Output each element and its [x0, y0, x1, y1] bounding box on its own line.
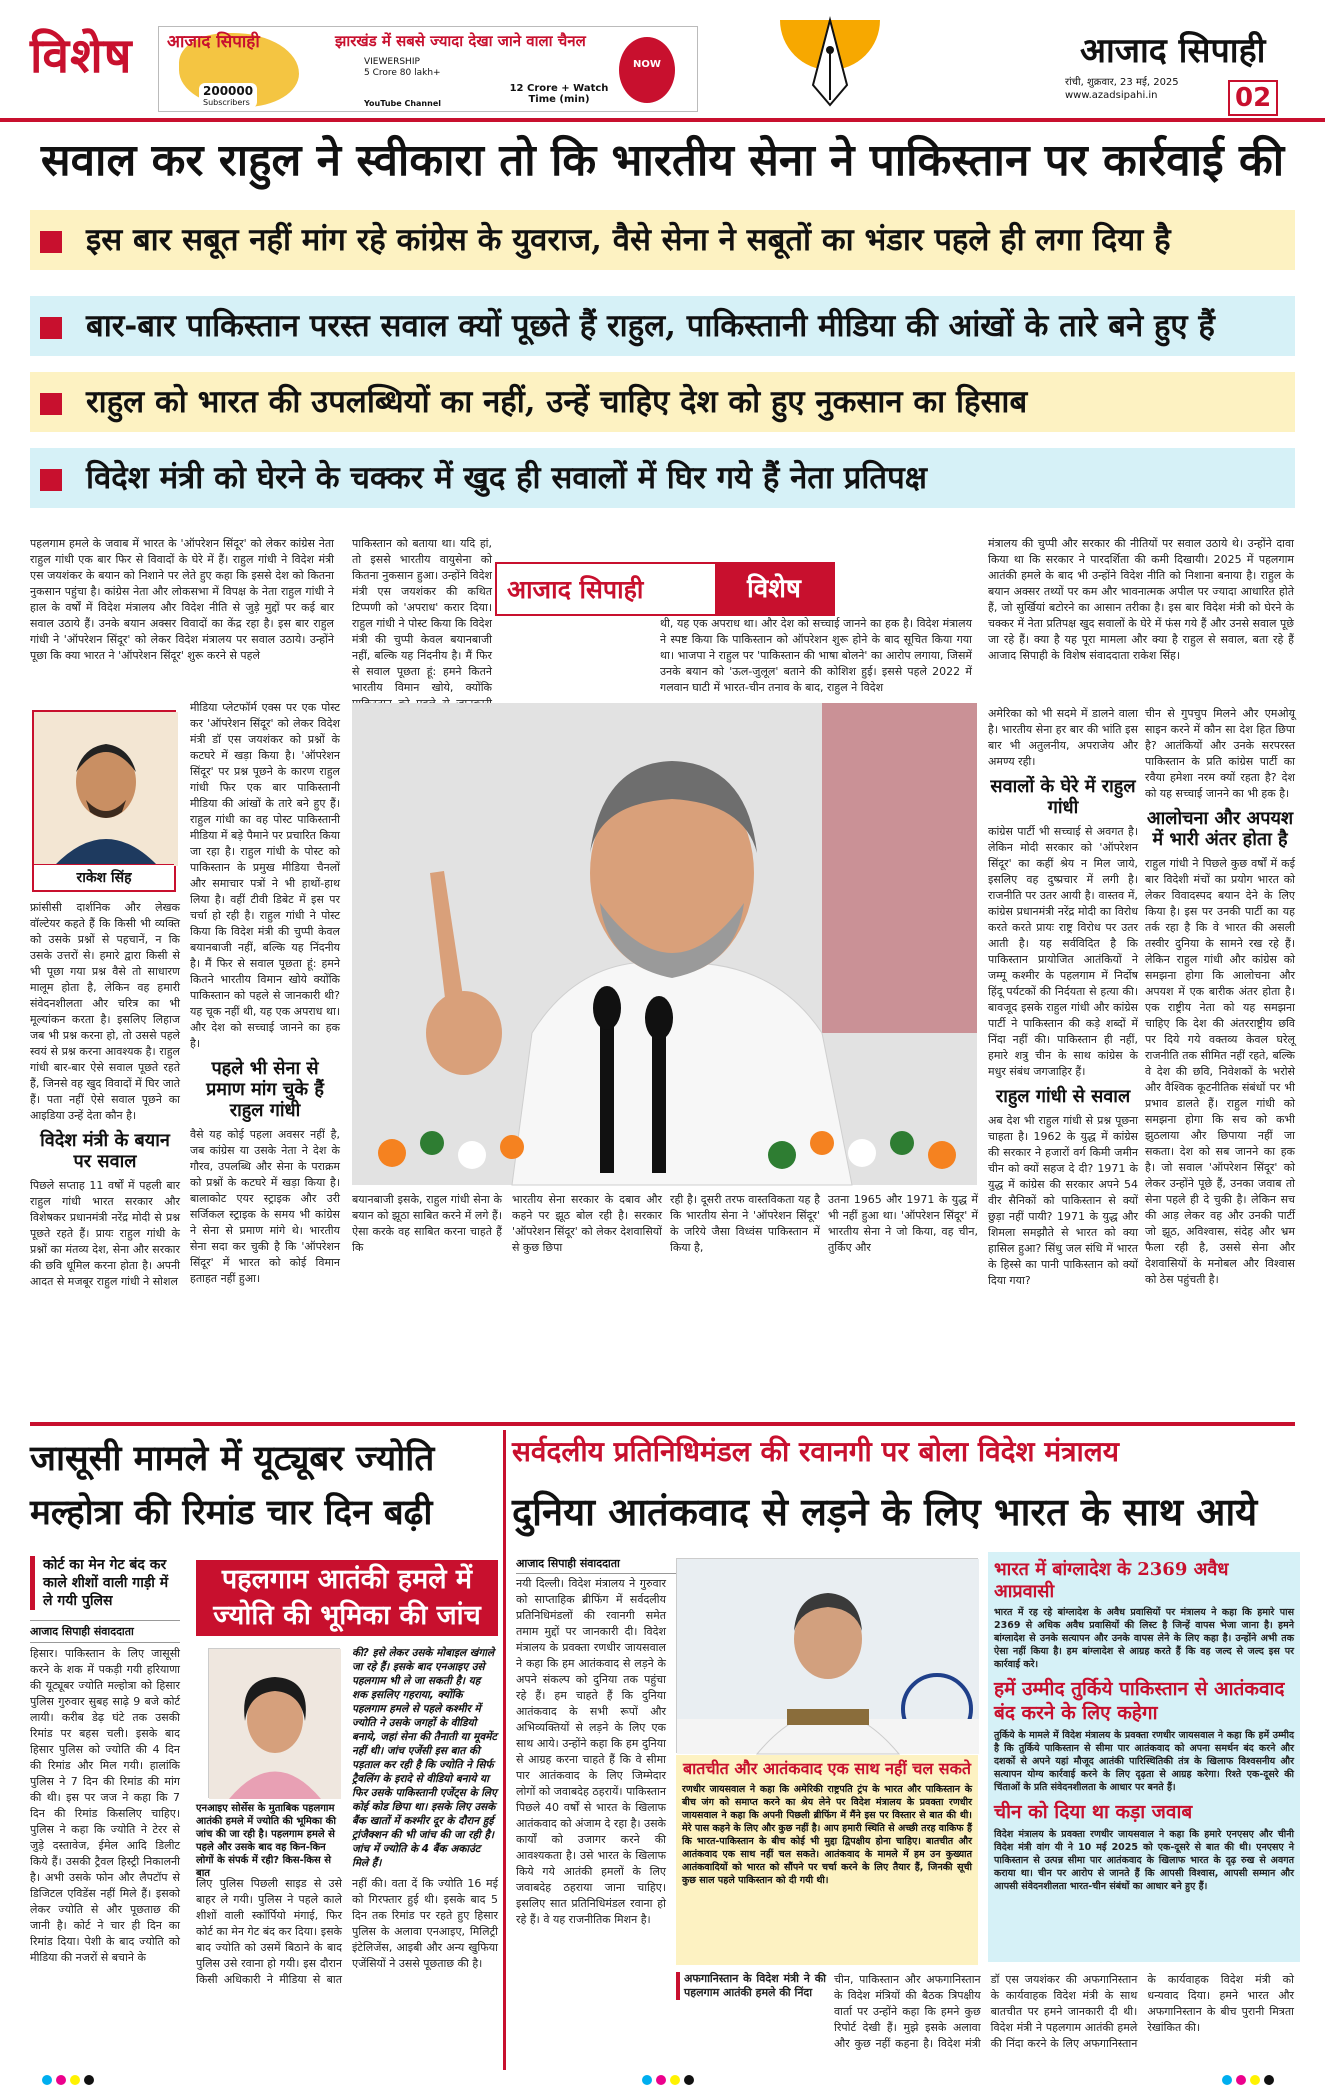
ad-youtube-channel: YouTube Channel [364, 99, 441, 108]
bullet-square-icon [40, 317, 62, 339]
paragraph: राहुल गांधी ने पिछले कुछ वर्षों में कई बार विदेशी मंचों का प्रयोग भारत को लेकर विवादस्पद बयान देने के लिए किया है। इस पर उनकी पार्टी का यह तर्क रहा है कि वे भारत की असली तस्वीर दुनिया के सामने रख रहे हैं। लेकिन राहुल गांधी और कांग्रेस को समझना होगा कि आलोचना और अपयश में एक बारीक अंतर होता है। एक राष्ट्रीय नेता को यह समझना चाहिए कि देश की अंतरराष्ट्रीय छवि पर दिये गये वक्तव्य केवल घरेलू राजनीति तक सीमित नहीं रहते, बल्कि वे देश की छवि, निवेशकों के भरोसे और वैश्विक कूटनीतिक संबंधों पर भी प्रभाव डालते हैं। राहुल गांधी को समझना होगा कि सच को कभी झुठलाया और छिपाया नहीं जा सकता। देश को सब जानने का हक है। जो सवाल 'ऑपरेशन सिंदूर' को लेकर उन्होंने पूछे हैं, उनका जवाब तो सेना पहले ही दे चुकी है। लेकिन सच की आड़ लेकर वह और उनकी पार्टी जो झूठ, अविश्वास, संदेह और भ्रम फैला रही है, उससे सेना और देशवासियों के मनोबल और विश्वास को ठेस पहुंचती है। [1145, 857, 1295, 1286]
box-body: रणधीर जायसवाल ने कहा कि अमेरिकी राष्ट्रपति ट्रंप के भारत और पाकिस्तान के बीच जंग को समाप्त करने का श्रेय लेने पर विदेश मंत्रालय के प्रवक्ता रणधीर जायसवाल ने कहा कि अपनी पिछली ब्रीफिंग में मैंने इस पर विस्तार से बात की थी। मेरे पास कहने के लिए और कुछ नहीं है। आप हमारी स्थिति से अच्छी तरह वाकिफ हैं कि भारत-पाकिस्तान के बीच कोई भी मुद्दा द्विपक्षीय होना चाहिए। बातचीत और आतंकवाद एक साथ नहीं चल सकते। आतंकवाद के मामले में हम उन कुख्यात आतंकवादियों को भारत को सौंपने पर चर्चा करने के लिए तैयार हैं, जिनकी सूची कुछ साल पहले पाकिस्तान को दी गयी थी। [682, 1784, 972, 1886]
print-registration-marks [0, 2066, 1325, 2087]
ad-logo-text: NOW [633, 59, 661, 70]
box-title: बातचीत और आतंकवाद एक साथ नहीं चल सकते [682, 1759, 972, 1778]
masthead [0, 0, 1325, 122]
headline-line: जासूसी मामले में यूट्यूबर ज्योति [30, 1438, 435, 1479]
deck-text: विदेश मंत्री को घेरने के चक्कर में खुद ही सवालों में घिर गये हैं नेता प्रतिपक्ष [86, 460, 927, 496]
lead-headline[interactable]: सवाल कर राहुल ने स्वीकारा तो कि भारतीय सेना ने पाकिस्तान पर कार्रवाई की [40, 135, 1285, 186]
pen-nib-logo-icon [765, 10, 895, 115]
paragraph: मीडिया प्लेटफॉर्म एक्स पर एक पोस्ट कर 'ऑपरेशन सिंदूर' को लेकर विदेश मंत्री डॉ एस जयशंकर को प्रश्नों के कटघरे में खड़ा किया है। 'ऑपरेशन सिंदूर' पर प्रश्न पूछने के कारण राहुल गांधी फिर एक बार पाकिस्तानी मीडिया की आंखों के तारे बने हुए हैं। राहुल गांधी का वह पोस्ट पाकिस्तानी मीडिया में बड़े पैमाने पर प्रचारित किया जा रहा है। राहुल गांधी के पोस्ट को पाकिस्तान के प्रमुख मीडिया चैनलों और समाचार पत्रों ने भी हाथों-हाथ लिया है। वहीं टीवी डिबेट में इस पर चर्चा हो रही है। राहुल गांधी ने पोस्ट किया कि विदेश मंत्री की चुप्पी केवल बयानबाजी नहीं, बल्कि यह निंदनीय है। मैं फिर से सवाल पूछता हूं: हमने कितने भारतीय विमान खोये क्योंकि पाकिस्तान को पहले से जानकारी थी? यह चूक नहीं थी, यह एक अपराध था। और देश को सच्चाई जानने का हक है। [190, 701, 340, 1050]
channel-logo-icon [619, 37, 675, 103]
date-text: रांची, शुक्रवार, 23 मई, 2025 [1065, 77, 1179, 88]
box-body: भारत में रह रहे बांग्लादेश के अवैध प्रवासियों पर मंत्रालय ने कहा कि हमारे पास 2369 से अधिक अवैध प्रवासियों की लिस्ट है जिन्हें वापस भेजा जाना है। हमने बांग्लादेश से उनके सत्यापन और उनके वापस लेने के लिए कहा है। उन्होंने अभी तक ऐसा नहीं किया है। हम बांग्लादेश से आग्रह करते हैं कि वह जल्द से जल्द इस पर कार्रवाई करे। [994, 1607, 1294, 1670]
jyoti-photo [208, 1648, 340, 1798]
deck-text: बार-बार पाकिस्तान परस्त सवाल क्यों पूछते हैं राहुल, पाकिस्तानी मीडिया की आंखों के तारे बने हुए हैं [86, 308, 1215, 344]
bullet-square-icon [40, 231, 62, 253]
photo-strip-column: भारतीय सेना सरकार के दबाव और कहने पर झूठ बोल रही है। सरकार 'ऑपरेशन सिंदूर' को लेकर देशवासियों से कुछ छिपा [512, 1193, 662, 1254]
bullet-square-icon [40, 393, 62, 415]
paragraph: वैसे यह कोई पहला अवसर नहीं है, जब कांग्रेस या उसके नेता ने देश के गौरव, उपलब्धि और सेना के पराक्रम को प्रश्नों के कटघरे में खड़ा किया है। बालाकोट एयर स्ट्राइक और उरी सर्जिकल स्ट्राइक के समय भी कांग्रेस ने सेना से प्रमाण मांगे थे। भारतीय सेना सदा कर चुकी है कि 'ऑपरेशन सिंदूर' में भारत को कोई विमान हताहत नहीं हुआ। [190, 1128, 340, 1285]
box-title: चीन को दिया था कड़ा जवाब [994, 1801, 1193, 1823]
afghan-title: अफगानिस्तान के विदेश मंत्री ने की पहलगाम आतंकी हमले की निंदा [676, 1972, 826, 2000]
spy-byline: आजाद सिपाही संवाददाता [30, 1620, 180, 1643]
deck-text: इस बार सबूत नहीं मांग रहे कांग्रेस के युवराज, वैसे सेना ने सबूतों का भंडार पहले ही लगा दिया है [86, 222, 1171, 258]
woman-portrait-icon [209, 1649, 341, 1799]
ad-viewership-label: VIEWERSHIP [364, 57, 420, 67]
intro-column-cont [352, 620, 657, 700]
box-body: विदेश मंत्रालय के प्रवक्ता रणधीर जायसवाल ने कहा कि हमारे एनएसए और चीनी विदेश मंत्री वांग यी ने 10 मई 2025 को एक-दूसरे से बात की थी। एनएसए ने पाकिस्तान से उत्पन्न सीमा पार आतंकवाद के खिलाफ भारत के दृढ़ रुख से अवगत कराया था। चीन पर आरोप से जानते हैं कि आपसी विश्वास, आपसी सम्मान और आपसी संवेदनशीलता भारत-चीन संबंधों का आधार बने हुए हैं। [994, 1829, 1294, 1892]
paragraph: अब देश भी राहुल गांधी से प्रश्न पूछना चाहता है। 1962 के युद्ध में कांग्रेस की सरकार ने हजारों वर्ग किमी जमीन चीन को क्यों सहज दे दी? 1971 के युद्ध में कांग्रेस की सरकार अपने 54 वीर सैनिकों को पाकिस्तान से क्यों छुड़ा नहीं पायी? 1971 के युद्ध और शिमला समझौते से भारत को क्या हासिल हुआ? सिंधु जल संधि में भारत के हिस्से का पानी पाकिस्तान को क्यों दिया गया? [988, 1114, 1138, 1287]
spy-headline[interactable] [30, 1432, 495, 1540]
spy-deck: कोर्ट का मेन गेट बंद कर काले शीशों वाली गाड़ी में ले गयी पुलिस [30, 1556, 180, 1610]
column-divider [503, 1430, 506, 2070]
bangladesh-turkey-china-box [988, 1552, 1300, 1962]
badge-brand: आजाद सिपाही [507, 575, 644, 604]
speaker-photo-illustration [352, 703, 977, 1185]
color-dots-left [40, 2070, 96, 2089]
intro-column: पहलगाम हमले के जवाब में भारत के 'ऑपरेशन सिंदूर' को लेकर कांग्रेस नेता राहुल गांधी एक बार फिर से विवादों के घेरे में हैं। राहुल गांधी ने विदेश मंत्री एस जयशंकर के बयान को निशाने पर लेते हुए कहा कि इससे देश को कितना नुकसान पहुंचा है। कांग्रेस नेता और लोकसभा में विपक्ष के नेता राहुल गांधी ने हाल के वर्षों में विदेश मंत्रालय और विदेश नीति से जुड़े मुद्दों पर कई बार सवाल उठाये हैं। उनके बयान अक्सर विवादों का केंद्र रहा है। इस बार राहुल गांधी ने 'ऑपरेशन सिंदूर' को लेकर विदेश मंत्रालय पर सवाल उठाये। उन्होंने पूछा कि क्या भारत ने 'ऑपरेशन सिंदूर' शुरू करने से पहले [30, 537, 334, 662]
spy-body-cont: लिए पुलिस पिछली साइड से उसे बाहर ले गयी। पुलिस ने पहले काले शीशों वाली स्कॉर्पियो मंगाई, फिर कोर्ट का मेन गेट बंद कर दिया। इसके बाद ज्योति को उसमें बिठाने के बाद पुलिस उसे रवाना हो गयी। इस दौरान किसी अधिकारी ने मीडिया से बात नहीं की। वता दें कि ज्योति 16 मई को गिरफ्तार हुई थी। इसके बाद 5 दिन तक रिमांड पर रहते हुए हिसार पुलिस के अलावा एनआइए, मिलिट्री इंटेलिजेंस, आइबी और अन्य खुफिया एजेंसियों ने उससे पूछताछ की है। [196, 1877, 498, 1986]
ad-subscribers-label: Subscribers [203, 98, 250, 107]
author-portrait-icon [34, 712, 178, 866]
photo-strip-column: बयानबाजी इसके, राहुल गांधी सेना के बयान को झूठा साबित करने में लगे हैं। ऐसा करके वह साबित करना चाहते हैं कि [352, 1193, 502, 1254]
color-dots-center [640, 2070, 696, 2089]
delegation-body: नयी दिल्ली। विदेश मंत्रालय ने गुरुवार को साप्ताहिक ब्रीफिंग में सर्वदलीय प्रतिनिधिमंडलों की रवानगी समेत तमाम मुद्दों पर जानकारी दी। विदेश मंत्रालय के प्रवक्ता रणधीर जायसवाल ने कहा कि हम आतंकवाद से लड़ने के अपने संकल्प को दुनिया तक पहुंचा रहे हैं। हम चाहते हैं कि दुनिया आतंकवाद के सभी रूपों और अभिव्यक्तियों से लड़ने के लिए एक साथ आये। उन्होंने कहा कि हम दुनिया से आग्रह करना चाहते हैं कि वे सीमा पार आतंकवाद के लिए जिम्मेदार लोगों को जवाबदेह ठहरायें। पाकिस्तान पिछले 40 वर्षों से भारत के खिलाफ आतंकवाद को अंजाम दे रहा है। उसके कार्यों को उजागर करने की आवश्यकता है। उसे भारत के खिलाफ किये गये आतंकी हमलों के लिए जवाबदेह ठहराया जाना चाहिए। इसलिए सात प्रतिनिधिमंडल रवाना हो रहे हैं। वे यह राजनीतिक मिशन है। [516, 1577, 666, 1926]
subheading: विदेश मंत्री के बयान पर सवाल [40, 1130, 170, 1172]
spy-body: हिसार। पाकिस्तान के लिए जासूसी करने के शक में पकड़ी गयी हरियाणा की यूट्यूबर ज्योति मल्होत्रा को हिसार पुलिस गुरुवार सुबह साढ़े 9 बजे कोर्ट लायी। करीब डेढ़ घंटे तक उसकी रिमांड पर बहस चली। इसके बाद हिसार पुलिस को ज्योति की 4 दिन की रिमांड और मिल गयी। हालांकि पुलिस ने 7 दिन की रिमांड की मांग की थी। इस पर जज ने कहा कि 7 दिन की रिमांड किसलिए चाहिए। पुलिस ने कहा कि ज्योति ने टेरर से जुड़े दस्तावेज, ईमेल आदि डिलीट किये हैं। उसकी ट्रैवल हिस्ट्री निकालनी है। अभी उसके फोन और लैपटॉप से डिजिटल एविडेंस नहीं मिले हैं। इसको लेकर ज्योति से और पूछताछ की जानी है। कोर्ट ने चार ही दिन का रिमांड दिया। पेशी के बाद ज्योति को मीडिया की नजरों से बचाने के [30, 1647, 180, 1964]
spokesperson-portrait-icon [677, 1559, 979, 1754]
delegation-headline[interactable]: दुनिया आतंकवाद से लड़ने के लिए भारत के साथ आये [512, 1489, 1258, 1534]
section-label: विशेष [30, 28, 133, 84]
rahul-gandhi-photo [352, 703, 977, 1185]
body-column-left [30, 900, 180, 1415]
paragraph: चीन से गुपचुप मिलने और एमओयू साइन करने में कौन सा देश हित छिपा है? आतंकियों और उनके सरपरस्त पाकिस्तान के प्रति कांग्रेस पार्टी का रवैया हमेशा नरम क्यों रहता है? देश को यह सच्चाई जानने का भी हक है। [1145, 707, 1295, 800]
badge-label: विशेष [715, 564, 833, 614]
box-title: भारत में बांग्लादेश के 2369 अवैध आप्रवासी [994, 1559, 1229, 1602]
color-dots-right [1220, 2070, 1276, 2089]
afghan-section [676, 1972, 826, 2064]
subheading: राहुल गांधी से सवाल [995, 1086, 1131, 1107]
delegation-kicker: सर्वदलीय प्रतिनिधिमंडल की रवानगी पर बोला विदेश मंत्रालय [512, 1435, 1120, 1468]
paragraph: अमेरिका को भी सदमे में डालने वाला है। भारतीय सेना हर बार की भांति इस बार भी अतुलनीय, अपराजेय और अमण्य रही। [988, 707, 1138, 768]
ad-tagline: झारखंड में सबसे ज्यादा देखा जाने वाला चैनल [335, 32, 586, 50]
photo-strip-column: उतना 1965 और 1971 के युद्ध में भी नहीं हुआ था। 'ऑपरेशन सिंदूर' में भारतीय सेना ने जो किया, वह चीन, तुर्किए और [828, 1193, 978, 1254]
body-column-far-right [1145, 706, 1295, 1416]
jyoti-photo-caption: एनआइए सोर्सेस के मुताबिक पहलगाम आतंकी हमले में ज्योति की भूमिका की जांच की जा रही है। पहलगाम हमले से पहले और उसके बाद वह किन-किन लोगों के संपर्क में रही? किस-किस से बात [196, 1803, 336, 1879]
spokesperson-photo [676, 1558, 978, 1753]
dateline [1065, 76, 1179, 102]
ad-subscribers [199, 83, 257, 108]
deck-line [30, 448, 1295, 508]
box-title: हमें उम्मीद तुर्किये पाकिस्तान से आतंकवाद बंद करने के लिए कहेगा [994, 1678, 1285, 1724]
subheading: पहले भी सेना से प्रमाण मांग चुके हैं राहुल गांधी [206, 1058, 324, 1121]
author-photo [32, 710, 176, 892]
paper-name: आजाद सिपाही [1080, 31, 1266, 71]
bullet-square-icon [40, 469, 62, 491]
deck-line [30, 296, 1295, 356]
deck-text: राहुल को भारत की उपलब्धियों का नहीं, उन्हें चाहिए देश को हुए नुकसान का हिसाब [86, 384, 1028, 420]
subheading: आलोचना और अपयश में भारी अंतर होता है [1146, 808, 1294, 850]
page-number: 02 [1228, 80, 1278, 116]
subheading: सवालों के घेरे में राहुल गांधी [990, 776, 1136, 818]
ad-viewership-value: 5 Crore 80 lakh+ [364, 68, 441, 78]
jyoti-investigation-text: की? इसे लेकर उसके मोबाइल खंगाले जा रहे हैं। इसके बाद एनआइए उसे पहलगाम भी ले जा सकती है। यह शक इसलिए गहराया, क्योंकि पहलगाम हमले से पहले कश्मीर में ज्योति ने उसके जगहों के वीडियो बनाये, जहां सेना की तैनाती या मूवमेंट नहीं थी। जांच एजेंसी इस बात की पड़ताल कर रही है कि ज्योति ने सिर्फ ट्रैवलिंग के इरादे से वीडियो बनाये या फिर उसके पाकिस्तानी एजेंट्स के लिए कोई कोड छिपा था। इसके लिए उसके बैंक खातों में कश्मीर दूर के दौरान हुई ट्रांजैक्शन की भी जांच की जा रही है। जांच में ज्योति के 4 बैंक अकाउंट मिले हैं। [352, 1647, 497, 1869]
ad-subscribers-count: 200000 [203, 84, 254, 98]
headline-line: मल्होत्रा की रिमांड चार दिन बढ़ी [30, 1492, 433, 1533]
body-column-right [988, 706, 1138, 1416]
intro-column: थी, यह एक अपराध था। और देश को सच्चाई जानने का हक है। विदेश मंत्रालय ने स्पष्ट किया कि पाकिस्तान को ऑपरेशन शुरू होने के बाद सूचित किया गया था। भाजपा ने राहुल पर 'पाकिस्तान की भाषा बोलने' का आरोप लगाया, जिसमें उनके बयान को 'ऊल-जुलूल' बताने की कोशिश हुई। इससे पहले 2022 में गलवान घाटी में भारत-चीन तनाव के बाद, राहुल ने विदेश [660, 617, 972, 694]
delegation-byline: आजाद सिपाही संवाददाता [516, 1556, 676, 1574]
body-column-mid [190, 700, 340, 1415]
paragraph: पिछले सप्ताह 11 वर्षों में पहली बार राहुल गांधी भारत सरकार और विशेषकर प्रधानमंत्री नरेंद्र मोदी से प्रश्न पूछते रहते हैं। प्रायः राहुल गांधी के प्रश्नों का मंतव्य देश, सेना और सरकार की छवि धूमिल करना होता है। अपनी आदत से मजबूर राहुल गांधी ने सोशल [30, 1179, 180, 1288]
deck-line [30, 372, 1295, 432]
special-badge [495, 562, 835, 616]
channel-advertisement[interactable] [158, 26, 698, 112]
author-name: राकेश सिंह [34, 864, 174, 890]
pahalgam-box-title: पहलगाम आतंकी हमले में ज्योति की भूमिका की जांच [196, 1560, 498, 1636]
website-link[interactable]: www.azadsipahi.in [1065, 90, 1158, 101]
afghan-body: चीन, पाकिस्तान और अफगानिस्तान के विदेश मंत्रियों की बैठक त्रिपक्षीय वार्ता पर उन्होंने कहा कि हमने कुछ रिपोर्ट देखी हैं। मुझे इसके अलावा और कुछ नहीं कहना है। विदेश मंत्री डॉ एस जयशंकर की अफगानिस्तान के कार्यवाहक विदेश मंत्री के साथ बातचीत पर हमने जानकारी दी थी। विदेश मंत्री ने पहलगाम आतंकी हमले की निंदा करने के लिए अफगानिस्तान के कार्यवाहक विदेश मंत्री को धन्यवाद दिया। हमने भारत और अफगानिस्तान के बीच पुरानी मित्रता रेखांकित की। [834, 1973, 1294, 2050]
ad-brand: आजाद सिपाही [167, 32, 260, 52]
box-body: तुर्किये के मामले में विदेश मंत्रालय के प्रवक्ता रणधीर जायसवाल ने कहा कि हमें उम्मीद है कि तुर्किये पाकिस्तान से सीमा पार आतंकवाद को अपना समर्थन बंद करने और दशकों से अपने यहां मौजूद आतंकी पारिस्थितिकी तंत्र के खिलाफ विश्वसनीय और सत्यापन योग्य कार्रवाई करने के लिए दृढ़ता से आग्रह करेगा। रिश्ते एक-दूसरे की चिंताओं के प्रति संवेदनशीलता के आधार पर बनते हैं। [994, 1730, 1294, 1793]
ad-viewership [364, 57, 441, 79]
paragraph: कांग्रेस पार्टी भी सच्चाई से अवगत है। लेकिन मोदी सरकार को 'ऑपरेशन सिंदूर' का कहीं श्रेय न मिल जाये, इसलिए वह दुष्प्रचार में लगी है। राजनीति पर उतर आयी है। वास्तव में, कांग्रेस प्रधानमंत्री नरेंद्र मोदी का विरोध करते करते प्रायः राष्ट्र विरोध पर उतर आती है। यह सर्वविदित है कि पाकिस्तान प्रायोजित आतंकियों ने जम्मू कश्मीर के पहलगाम में निर्दोष हिंदू पर्यटकों की निर्दयता से हत्या की। बावजूद इसके राहुल गांधी और कांग्रेस पार्टी ने पाकिस्तान की कड़े शब्दों में निंदा नहीं की। पाकिस्तान ही नहीं, हमारे शत्रु चीन के साथ कांग्रेस के मधुर संबंध जगजाहिर हैं। [988, 825, 1138, 1078]
talks-terror-box [676, 1755, 978, 1965]
photo-strip-column: रही है। दूसरी तरफ वास्तविकता यह है कि भारतीय सेना ने 'ऑपरेशन सिंदूर' के जरिये जैसा विध्वंस पाकिस्तान में किया है, [670, 1193, 820, 1254]
deck-line [30, 210, 1295, 270]
intro-column: पाकिस्तान को बताया था। यदि हां, तो इससे भारतीय वायुसेना को कितना नुकसान हुआ। उन्होंने विदेश मंत्री एस जयशंकर की कथित टिप्पणी को 'अपराध' करार दिया। राहुल गांधी ने पोस्ट किया कि विदेश मंत्री की चुप्पी केवल बयानबाजी नहीं, बल्कि यह निंदनीय है। मैं फिर से सवाल पूछता हूं: हमने कितने भारतीय विमान खोये, क्योंकि [352, 537, 492, 694]
paragraph: फ्रांसीसी दार्शनिक और लेखक वॉल्टेयर कहते हैं कि किसी भी व्यक्ति को उसके प्रश्नों से पहचानें, न कि उसके उत्तरों से। हमारे द्वारा किसी से भी पूछा गया प्रश्न वैसे तो साधारण मालूम होता है, लेकिन वह हमारी संवेदनशीलता और चरित्र का भी मूल्यांकन करता है। इसलिए लिहाज जब भी प्रश्न करना हो, तो उससे पहले स्वयं से प्रश्न करना आवश्यक है। राहुल गांधी बार-बार ऐसे सवाल पूछते रहते हैं, जिनसे वह खुद विवादों में घिर जाते हैं। पता नहीं ऐसे सवाल पूछने का आइडिया उन्हें देता कौन है। [30, 901, 180, 1122]
ad-watch-time: 12 Crore + Watch Time (min) [509, 83, 609, 105]
section-divider [30, 1422, 1295, 1426]
intro-column: मंत्रालय की चुप्पी और सरकार की नीतियों पर सवाल उठाये थे। उन्होंने दावा किया था कि सरकार ने पारदर्शिता की कमी दिखायी। 2025 में पहलगाम आतंकी हमले के बाद भी उन्होंने विदेश नीति को निशाना बनाया है। राहुल के बयान अक्सर तथ्यों पर कम और भावनात्मक अपील पर ज्यादा आधारित होते हैं, जो सुर्खियां बटोरने का आसान तरीका है। इस बार विदेश मंत्री को घेरने के चक्कर में नेता प्रतिपक्ष खुद सवालों के घेरे में फंस गये हैं और उनसे सवाल पूछे जा रहे हैं। क्या है यह पूरा मामला और क्या है राहुल से सवाल, बता रहे हैं आजाद सिपाही के विशेष संवाददाता राकेश सिंह। [988, 537, 1294, 662]
